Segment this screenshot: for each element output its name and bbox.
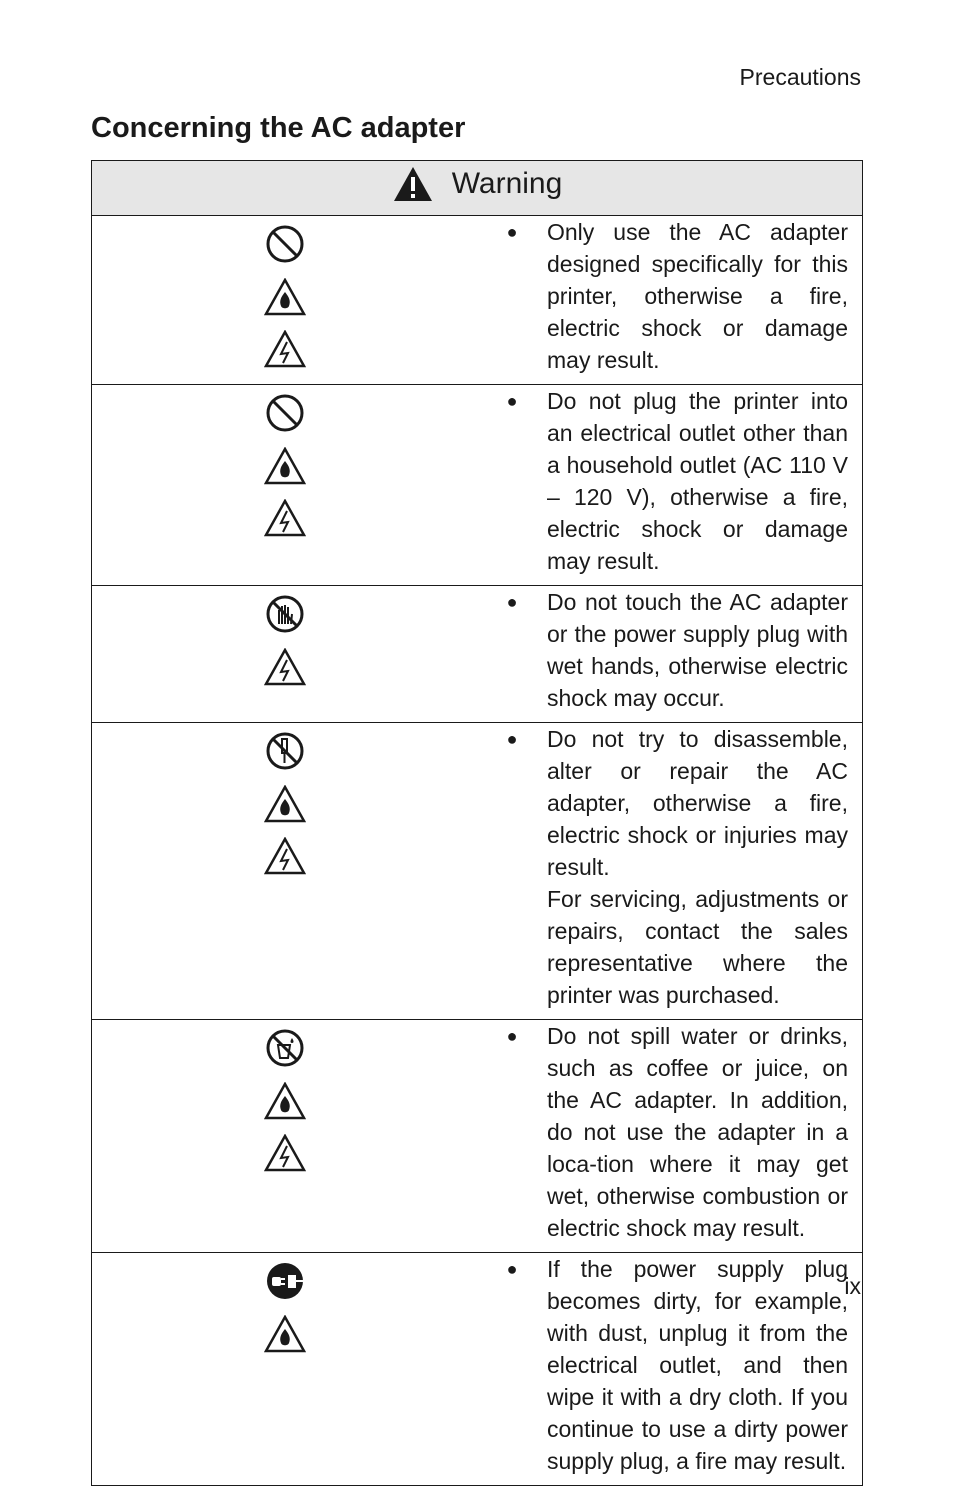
icon-column	[92, 586, 478, 723]
fire-hazard-icon	[264, 1082, 306, 1120]
warning-triangle-icon	[392, 165, 434, 203]
icon-column	[92, 1020, 478, 1253]
section-title: Concerning the AC adapter	[91, 112, 466, 144]
prohibition-icon	[265, 393, 305, 433]
warning-item-text: If the power supply plug becomes dirty, for example, with dust, unplug it from the electrical outlet, and then wipe it with a dry cloth. If you continue to use a dirty power supply plug, a fire may result.	[547, 1256, 848, 1474]
bullet-icon: ●	[506, 391, 518, 411]
icon-column	[92, 385, 478, 586]
warning-item-text: Do not touch the AC adapter or the power supply plug with wet hands, otherwise electric shock may occur.	[547, 589, 848, 711]
warning-heading: Warning	[451, 167, 563, 200]
warning-item	[477, 586, 862, 722]
warning-item-text: Do not plug the printer into an electrical outlet other than a household outlet (AC 110 V – 120 V), otherwise a fire, electric shock or damage may result.	[547, 388, 848, 574]
bullet-icon: ●	[506, 1259, 518, 1279]
warning-row	[92, 586, 863, 723]
no-disassembly-icon	[265, 731, 305, 771]
icon-column	[92, 216, 478, 385]
electric-shock-icon	[264, 1134, 306, 1172]
warning-row	[92, 385, 863, 586]
fire-hazard-icon	[264, 278, 306, 316]
no-wet-hands-icon	[265, 594, 305, 634]
fire-hazard-icon	[264, 1315, 306, 1353]
bullet-icon: ●	[506, 1026, 518, 1046]
bullet-icon: ●	[506, 729, 518, 749]
warning-item	[477, 1253, 862, 1485]
warning-row	[92, 216, 863, 385]
bullet-icon: ●	[506, 592, 518, 612]
warning-item	[477, 723, 862, 1019]
warning-item-text: Do not try to disassemble, alter or repair the AC adapter, otherwise a fire, electric shock or injuries may result.	[547, 726, 848, 880]
electric-shock-icon	[264, 648, 306, 686]
warning-row	[92, 1020, 863, 1253]
electric-shock-icon	[264, 330, 306, 368]
no-liquids-icon	[265, 1028, 305, 1068]
fire-hazard-icon	[264, 447, 306, 485]
bullet-icon: ●	[506, 222, 518, 242]
warning-table	[91, 160, 863, 1486]
running-header: Precautions	[739, 64, 861, 90]
warning-item	[477, 216, 862, 384]
warning-item-text: Do not spill water or drinks, such as coffee or juice, on the AC adapter. In addition, do not use the adapter in a loca-tion where it may get wet, otherwise combustion or electric shock may result.	[547, 1023, 848, 1241]
warning-item	[477, 385, 862, 585]
warning-header	[92, 161, 863, 216]
warning-item-note: For servicing, adjustments or repairs, contact the sales representative where the printer was purchased.	[547, 886, 848, 1008]
icon-column	[92, 1253, 478, 1486]
electric-shock-icon	[264, 837, 306, 875]
unplug-icon	[265, 1261, 305, 1301]
warning-row	[92, 723, 863, 1020]
prohibition-icon	[265, 224, 305, 264]
electric-shock-icon	[264, 499, 306, 537]
icon-column	[92, 723, 478, 1020]
page-number: ix	[844, 1273, 861, 1299]
warning-item-text: Only use the AC adapter designed specifically for this printer, otherwise a fire, electric shock or damage may result.	[547, 219, 848, 373]
warning-row	[92, 1253, 863, 1486]
fire-hazard-icon	[264, 785, 306, 823]
warning-item	[477, 1020, 862, 1252]
